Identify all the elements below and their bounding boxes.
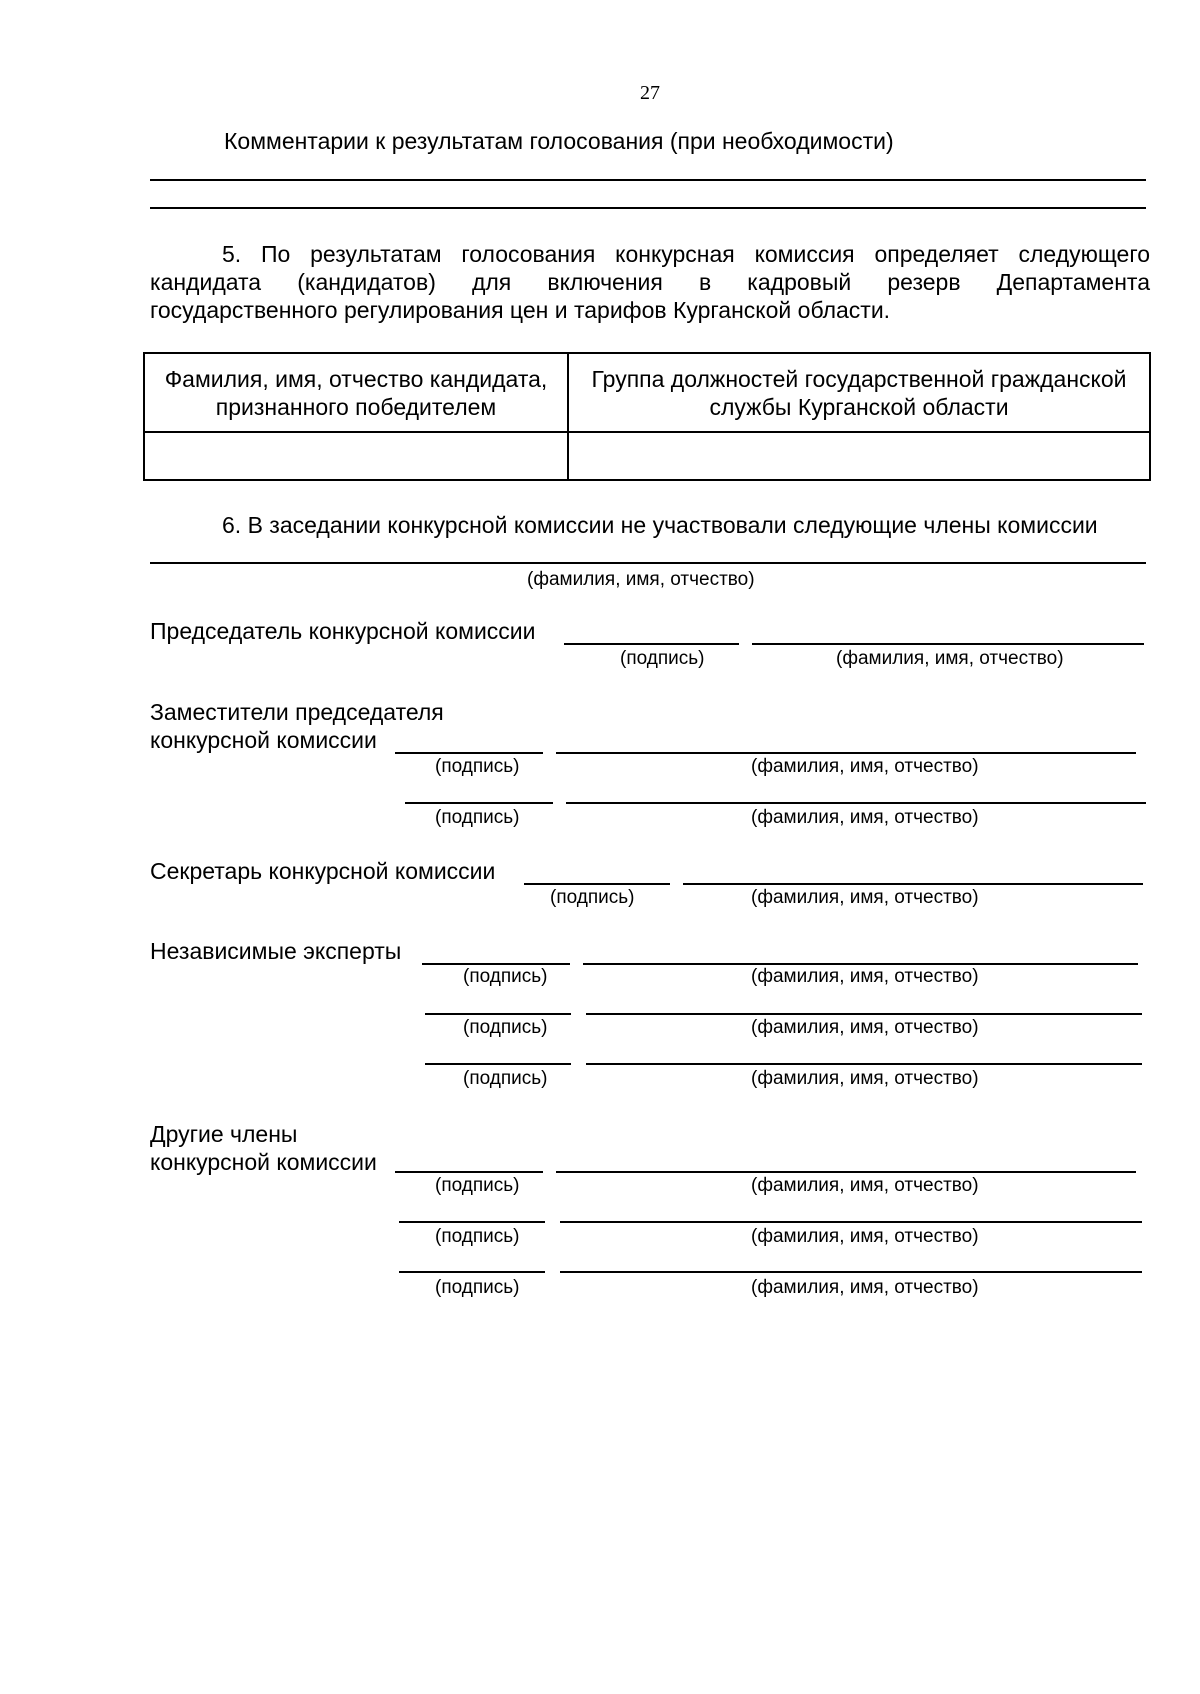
chairman-name-line[interactable] [752,643,1144,645]
absent-members-caption: (фамилия, имя, отчество) [527,569,755,590]
other3-signature-caption: (подпись) [435,1277,520,1298]
deputy2-name-caption: (фамилия, имя, отчество) [751,807,979,828]
other3-signature-line[interactable] [399,1271,545,1273]
header-group-line2: службы Курганской области [709,393,1009,420]
candidate-table [143,352,1151,481]
section6-text: 6. В заседании конкурсной комиссии не участвовали следующие члены комиссии [222,512,1098,538]
other2-signature-line[interactable] [399,1221,545,1223]
deputy2-signature-caption: (подпись) [435,807,520,828]
deputy1-name-caption: (фамилия, имя, отчество) [751,756,979,777]
expert2-signature-line[interactable] [425,1013,571,1015]
secretary-signature-caption: (подпись) [550,887,635,908]
header-group-line1: Группа должностей государственной гражданской [591,365,1127,392]
expert2-name-line[interactable] [586,1013,1142,1015]
deputy1-name-line[interactable] [556,752,1136,754]
deputy2-name-line[interactable] [566,802,1146,804]
chairman-label: Председатель конкурсной комиссии [150,618,536,644]
secretary-label: Секретарь конкурсной комиссии [150,858,496,884]
expert1-signature-line[interactable] [422,963,570,965]
deputy2-signature-line[interactable] [405,802,553,804]
header-candidate-line2: признанного победителем [215,393,497,420]
other1-signature-caption: (подпись) [435,1175,520,1196]
other2-signature-caption: (подпись) [435,1226,520,1247]
expert3-signature-line[interactable] [425,1063,571,1065]
deputy1-signature-line[interactable] [395,752,543,754]
other3-name-caption: (фамилия, имя, отчество) [751,1277,979,1298]
other3-name-line[interactable] [560,1271,1142,1273]
section5-line2: кандидата (кандидатов) для включения в кадровый резерв Департамента [150,269,1150,295]
deputies-label-line2: конкурсной комиссии [150,727,377,753]
experts-label: Независимые эксперты [150,938,402,964]
other2-name-line[interactable] [560,1221,1142,1223]
deputies-label-line1: Заместители председателя [150,699,444,725]
table-cell-group[interactable] [568,432,1150,480]
section5-line3: государственного регулирования цен и тарифов Курганской области. [150,297,891,323]
other1-name-line[interactable] [556,1171,1136,1173]
secretary-signature-line[interactable] [524,883,670,885]
expert2-signature-caption: (подпись) [463,1017,548,1038]
expert2-name-caption: (фамилия, имя, отчество) [751,1017,979,1038]
chairman-name-caption: (фамилия, имя, отчество) [836,648,1064,669]
others-label-line2: конкурсной комиссии [150,1149,377,1175]
page-number: 27 [640,82,660,104]
chairman-signature-caption: (подпись) [620,648,705,669]
other1-signature-line[interactable] [395,1171,543,1173]
others-label-line1: Другие члены [150,1121,298,1147]
expert1-signature-caption: (подпись) [463,966,548,987]
deputy1-signature-caption: (подпись) [435,756,520,777]
chairman-signature-line[interactable] [564,643,739,645]
expert1-name-line[interactable] [583,963,1138,965]
table-row [144,432,1150,480]
expert3-name-caption: (фамилия, имя, отчество) [751,1068,979,1089]
table-header-group [568,353,1150,432]
section5-line1: 5. По результатам голосования конкурсная комиссия определяет следующего [222,241,1150,267]
other1-name-caption: (фамилия, имя, отчество) [751,1175,979,1196]
comments-line-2[interactable] [150,207,1146,209]
expert1-name-caption: (фамилия, имя, отчество) [751,966,979,987]
table-cell-candidate[interactable] [144,432,568,480]
header-candidate-line1: Фамилия, имя, отчество кандидата, [164,365,548,392]
expert3-name-line[interactable] [586,1063,1142,1065]
comments-heading: Комментарии к результатам голосования (при необходимости) [224,128,894,154]
secretary-name-caption: (фамилия, имя, отчество) [751,887,979,908]
secretary-name-line[interactable] [683,883,1143,885]
table-header-row [144,353,1150,432]
expert3-signature-caption: (подпись) [463,1068,548,1089]
absent-members-line[interactable] [150,562,1146,564]
table-header-candidate [144,353,568,432]
comments-line-1[interactable] [150,179,1146,181]
other2-name-caption: (фамилия, имя, отчество) [751,1226,979,1247]
